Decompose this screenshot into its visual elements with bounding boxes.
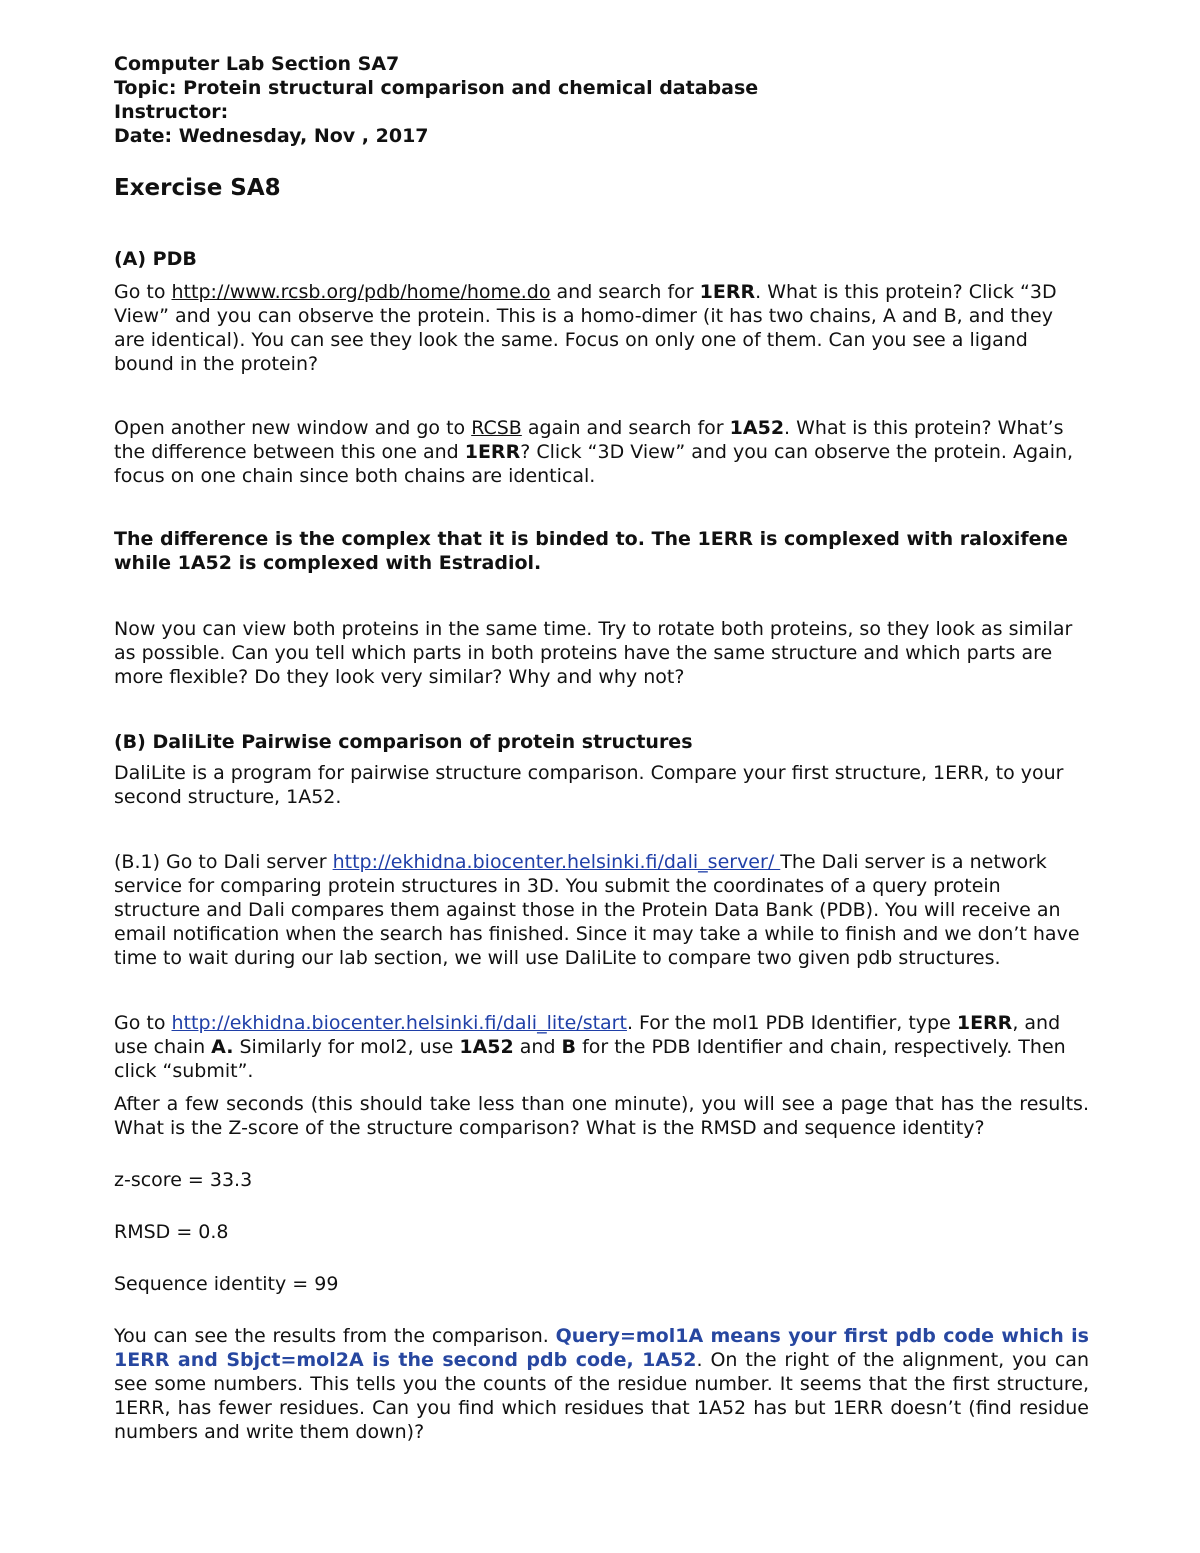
text: . On the right of the alignment, you can see some numbers. This tells you the counts of the residue number. It seems that the first structure, 1ERR, has fewer residues. Can you find which residues that 1A52 has but 1ERR doesn’t (find residue numbers and write them down)? <box>114 1349 1089 1443</box>
header-topic: Topic: Protein structural comparison and chemical database <box>114 77 759 99</box>
text: ? Click “3D View” and you can observe the protein. Again, focus on one chain since both chains are identical. <box>114 441 1074 487</box>
text: You can see the results from the comparison. <box>114 1325 556 1347</box>
text: . For the mol1 PDB Identifier, type <box>626 1012 957 1034</box>
text: Similarly for mol2, use <box>233 1036 460 1058</box>
section-a-paragraph-2 <box>114 416 1089 488</box>
pdb-code: 1ERR <box>956 1012 1013 1034</box>
text: Go to <box>114 281 172 303</box>
text: Open another new window and go to <box>114 417 472 439</box>
sequence-identity-answer: Sequence identity = 99 <box>114 1273 339 1295</box>
section-a-paragraph-1 <box>114 280 1089 376</box>
zscore-answer: z-score = 33.3 <box>114 1169 253 1191</box>
rcsb-home-link[interactable]: http://www.rcsb.org/pdb/home/home.do <box>171 281 551 303</box>
text: (B.1) Go to Dali server <box>114 851 333 873</box>
document-page <box>114 52 1089 1444</box>
section-a-paragraph-3: Now you can view both proteins in the same time. Try to rotate both proteins, so they look as similar as possible. Can you tell which parts in both proteins have the same structure and which parts are more flexible? Do they look very similar? Why and why not? <box>114 618 1073 688</box>
text: . What is this protein? What’s the difference between this one and <box>114 417 1064 463</box>
header-instructor: Instructor: <box>114 101 229 123</box>
text: . What is this protein? Click “3D View” and you can observe the protein. This is a homo-dimer (it has two chains, A and B, and they are identical). You can see they look the same. Focus on only one of them. Can you see a ligand bound in the protein? <box>114 281 1057 375</box>
section-a-answer: The difference is the complex that it is binded to. The 1ERR is complexed with raloxifene while 1A52 is complexed with Estradiol. <box>114 528 1068 574</box>
text: Go to <box>114 1012 172 1034</box>
exercise-title: Exercise SA8 <box>114 175 281 201</box>
header-course: Computer Lab Section SA7 <box>114 53 400 75</box>
text: and search for <box>550 281 700 303</box>
section-a-heading: (A) PDB <box>114 248 197 270</box>
dali-server-link[interactable]: http://ekhidna.biocenter.helsinki.fi/dali_server/ <box>332 851 781 873</box>
pdb-code: 1A52 <box>729 417 785 439</box>
chain-id: A. <box>211 1036 234 1058</box>
section-b-paragraph-4: After a few seconds (this should take less than one minute), you will see a page that has the results. What is the Z-score of the structure comparison? What is the RMSD and sequence identity? <box>114 1093 1089 1139</box>
query-explanation: Query=mol1A means your first pdb code which is 1ERR and Sbjct=mol2A is the second pdb code, 1A52 <box>114 1325 1089 1371</box>
text: and <box>513 1036 562 1058</box>
chain-id: B <box>561 1036 577 1058</box>
header-date: Date: Wednesday, Nov , 2017 <box>114 125 429 147</box>
dali-lite-link[interactable]: http://ekhidna.biocenter.helsinki.fi/dali_lite/start <box>171 1012 627 1034</box>
pdb-code: 1ERR <box>699 281 756 303</box>
rcsb-link[interactable]: RCSB <box>471 417 522 439</box>
pdb-code: 1ERR <box>464 441 521 463</box>
section-b-paragraph-1: DaliLite is a program for pairwise structure comparison. Compare your first structure, 1ERR, to your second structure, 1A52. <box>114 762 1064 808</box>
pdb-code: 1A52 <box>459 1036 514 1058</box>
text: for the PDB Identifier and chain, respectively. Then click “submit”. <box>114 1036 1066 1082</box>
section-b-heading: (B) DaliLite Pairwise comparison of protein structures <box>114 731 693 753</box>
document-header <box>114 52 1089 148</box>
rmsd-answer: RMSD = 0.8 <box>114 1221 229 1243</box>
section-b-paragraph-5 <box>114 1324 1089 1444</box>
text: The Dali server is a network service for comparing protein structures in 3D. You submit the coordinates of a query protein structure and Dali compares them against those in the Protein Data Bank (PDB). You will receive an email notification when the search has finished. Since it may take a while to finish and we don’t have time to wait during our lab section, we will use DaliLite to compare two given pdb structures. <box>114 851 1080 969</box>
section-b-paragraph-3 <box>114 1011 1089 1083</box>
text: again and search for <box>521 417 730 439</box>
section-b-paragraph-2 <box>114 850 1089 970</box>
text: , and use chain <box>114 1012 1061 1058</box>
